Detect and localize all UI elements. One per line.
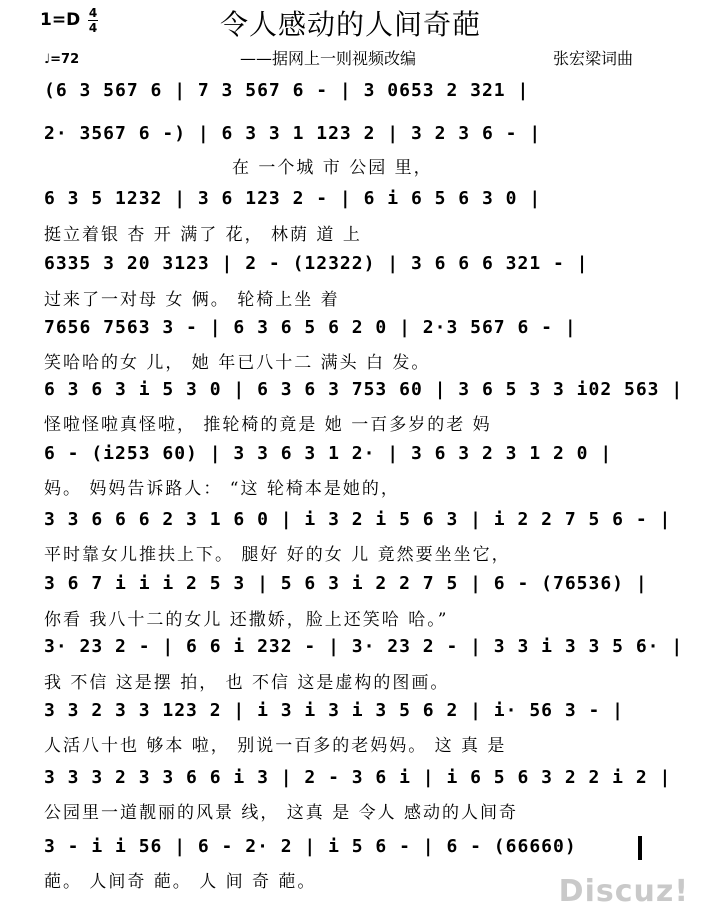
lyrics-row-10: 我 不信 这是摆 拍， 也 不信 这是虚构的图画。 bbox=[44, 673, 450, 693]
notes-row-11: 3 3 2 3 3 123 2 | i 3 i 3 i 3 5 6 2 | i· 56 3 - | bbox=[44, 700, 625, 721]
meter-top: 4 bbox=[88, 6, 98, 20]
lyrics-row-13: 葩。 人间奇 葩。 人 间 奇 葩。 bbox=[44, 872, 317, 892]
notes-row-10: 3· 23 2 - | 6 6 i 232 - | 3· 23 2 - | 3 3 i 3 3 5 6· | bbox=[44, 636, 684, 657]
lyrics-row-9: 你看 我八十二的女儿 还撒娇，脸上还笑哈 哈。” bbox=[44, 610, 449, 630]
lyrics-row-2: 在 一个城 市 公园 里， bbox=[232, 158, 433, 178]
notes-row-5: 7656 7563 3 - | 6 3 6 5 6 2 0 | 2·3 567 6 - | bbox=[44, 317, 577, 338]
lyrics-row-6: 怪啦怪啦真怪啦， 推轮椅的竟是 她 一百多岁的老 妈 bbox=[44, 415, 492, 435]
notes-row-12: 3 3 3 2 3 3 6 6 i 3 | 2 - 3 6 i | i 6 5 6 3 2 2 i 2 | bbox=[44, 767, 672, 788]
tempo-marking: ♩=72 bbox=[44, 52, 80, 67]
composer-credit: 张宏梁词曲 bbox=[553, 49, 634, 68]
notes-row-8: 3 3 6 6 6 2 3 1 6 0 | i 3 2 i 5 6 3 | i 2 2 7 5 6 - | bbox=[44, 509, 672, 530]
lyrics-row-4: 过来了一对母 女 俩。 轮椅上坐 着 bbox=[44, 290, 340, 310]
lyrics-row-5: 笑哈哈的女 儿， 她 年已八十二 满头 白 发。 bbox=[44, 353, 431, 373]
notes-row-1: (6 3 567 6 | 7 3 567 6 - | 3 0653 2 321 | bbox=[44, 80, 530, 101]
notes-row-6: 6 3 6 3 i 5 3 0 | 6 3 6 3 753 60 | 3 6 5 3 3 i02 563 | bbox=[44, 379, 684, 400]
lyrics-row-7: 妈。 妈妈告诉路人： “这 轮椅本是她的， bbox=[44, 479, 400, 499]
notes-row-13: 3 - i i 56 | 6 - 2· 2 | i 5 6 - | 6 - (66660) bbox=[44, 836, 577, 857]
final-barline bbox=[638, 836, 642, 860]
song-title: 令人感动的人间奇葩 bbox=[219, 8, 481, 41]
key-signature: 1=D bbox=[40, 10, 81, 30]
notes-row-9: 3 6 7 i i i 2 5 3 | 5 6 3 i 2 2 7 5 | 6 - (76536) | bbox=[44, 573, 648, 594]
lyrics-row-12: 公园里一道靓丽的风景 线， 这真 是 令人 感动的人间奇 bbox=[44, 803, 519, 823]
meter-bottom: 4 bbox=[88, 21, 98, 35]
notes-row-7: 6 - (i253 60) | 3 3 6 3 1 2· | 3 6 3 2 3 1 2 0 | bbox=[44, 443, 613, 464]
song-subtitle: ——据网上一则视频改编 bbox=[240, 49, 417, 68]
notes-row-4: 6335 3 20 3123 | 2 - (12322) | 3 6 6 6 321 - | bbox=[44, 253, 589, 274]
notes-row-3: 6 3 5 1232 | 3 6 123 2 - | 6 i 6 5 6 3 0 | bbox=[44, 188, 542, 209]
lyrics-row-8: 平时靠女儿推扶上下。 腿好 好的女 儿 竟然要坐坐它， bbox=[44, 545, 511, 565]
notes-row-2: 2· 3567 6 -) | 6 3 3 1 123 2 | 3 2 3 6 - | bbox=[44, 123, 542, 144]
lyrics-row-3: 挺立着银 杏 开 满了 花， 林荫 道 上 bbox=[44, 225, 362, 245]
lyrics-row-11: 人活八十也 够本 啦， 别说一百多的老妈妈。 这 真 是 bbox=[44, 736, 507, 756]
discuz-watermark: Discuz! bbox=[558, 874, 689, 909]
